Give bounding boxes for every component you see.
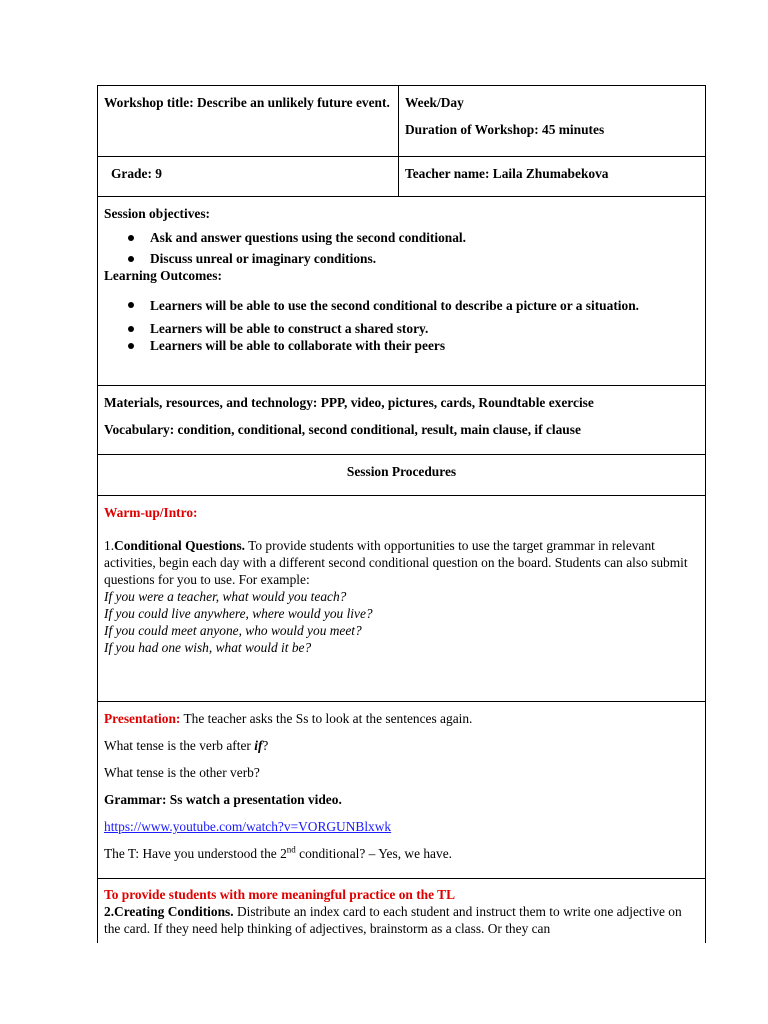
- grade-cell: [98, 157, 399, 197]
- list-item: Ask and answer questions using the second conditional.: [150, 229, 699, 246]
- objectives-heading: Session objectives:: [104, 206, 211, 221]
- objectives-cell: [98, 197, 706, 386]
- teacher-name: Teacher name: Laila Zhumabekova: [405, 166, 609, 181]
- warmup-number: 1.: [104, 538, 115, 553]
- teacher-check-line: [104, 845, 699, 862]
- presentation-cell: [98, 702, 706, 879]
- warmup-heading: Warm-up/Intro:: [104, 505, 198, 520]
- workshop-title: Workshop title: Describe an unlikely future event.: [104, 95, 390, 110]
- procedures-cell: [98, 455, 706, 496]
- video-link-line: [104, 818, 699, 835]
- list-item: Discuss unreal or imaginary conditions.: [150, 250, 699, 267]
- presentation-intro: The teacher asks the Ss to look at the sentences again.: [180, 711, 473, 726]
- practice-number: 2.: [104, 904, 115, 919]
- presentation-heading: Presentation:: [104, 711, 181, 726]
- week-day: Week/Day: [405, 95, 464, 110]
- presentation-row: [98, 702, 706, 879]
- example-question: If you could live anywhere, where would you live?: [104, 606, 373, 621]
- warmup-cell: [98, 496, 706, 702]
- lesson-plan-table: [97, 85, 706, 943]
- teacher-check-text-end: conditional? – Yes, we have.: [295, 846, 452, 861]
- video-link[interactable]: https://www.youtube.com/watch?v=VORGUNBlxwk: [104, 819, 392, 834]
- procedures-heading: Session Procedures: [346, 464, 457, 479]
- question-text: What tense is the verb after: [104, 738, 255, 753]
- if-word: if: [254, 738, 263, 753]
- materials: Materials, resources, and technology: PPP, video, pictures, cards, Roundtable exercise: [104, 395, 594, 410]
- workshop-title-cell: [98, 86, 399, 157]
- objectives-list: [104, 229, 699, 267]
- practice-paragraph: [104, 903, 699, 937]
- list-item: Learners will be able to construct a shared story.: [150, 320, 699, 337]
- question-verb-after-if: [104, 737, 699, 754]
- procedures-row: [98, 455, 706, 496]
- practice-row: [98, 879, 706, 944]
- superscript-nd: nd: [286, 844, 296, 855]
- practice-text: Distribute an index card to each student and instruct them to write one adjective on the card. If they need help thinking of adjectives, brainstorm as a class. Or they can: [104, 904, 682, 936]
- practice-cell: [98, 879, 706, 944]
- warmup-paragraph: [104, 537, 699, 588]
- objectives-row: [98, 197, 706, 386]
- materials-cell: [98, 386, 706, 455]
- example-question: If you had one wish, what would it be?: [104, 640, 312, 655]
- practice-title: Creating Conditions.: [114, 904, 234, 919]
- warmup-text: To provide students with opportunities to use the target grammar in relevant activities, begin each day with a different second conditional question on the board. Students can also submit questions for you to use. For example:: [104, 538, 688, 587]
- materials-row: [98, 386, 706, 455]
- grade: Grade: 9: [111, 166, 162, 181]
- grammar-line: Grammar: Ss watch a presentation video.: [104, 792, 342, 807]
- warmup-row: [98, 496, 706, 702]
- example-question: If you were a teacher, what would you teach?: [104, 589, 347, 604]
- outcomes-list: [104, 296, 699, 354]
- practice-heading: To provide students with more meaningful practice on the TL: [104, 887, 456, 902]
- teacher-cell: [399, 157, 706, 197]
- grade-row: [98, 157, 706, 197]
- week-duration-cell: [399, 86, 706, 157]
- header-row: [98, 86, 706, 157]
- list-item: Learners will be able to collaborate with their peers: [150, 337, 699, 354]
- outcomes-heading: Learning Outcomes:: [104, 268, 222, 283]
- question-other-verb: What tense is the other verb?: [104, 765, 260, 780]
- list-item: Learners will be able to use the second conditional to describe a picture or a situation.: [150, 296, 699, 316]
- question-mark: ?: [262, 738, 269, 753]
- warmup-title: Conditional Questions.: [114, 538, 246, 553]
- example-question: If you could meet anyone, who would you meet?: [104, 623, 362, 638]
- presentation-intro-line: [104, 710, 699, 727]
- teacher-check-text: The T: Have you understood the 2: [104, 846, 287, 861]
- duration: Duration of Workshop: 45 minutes: [405, 122, 605, 137]
- vocabulary: Vocabulary: condition, conditional, second conditional, result, main clause, if clause: [104, 422, 581, 437]
